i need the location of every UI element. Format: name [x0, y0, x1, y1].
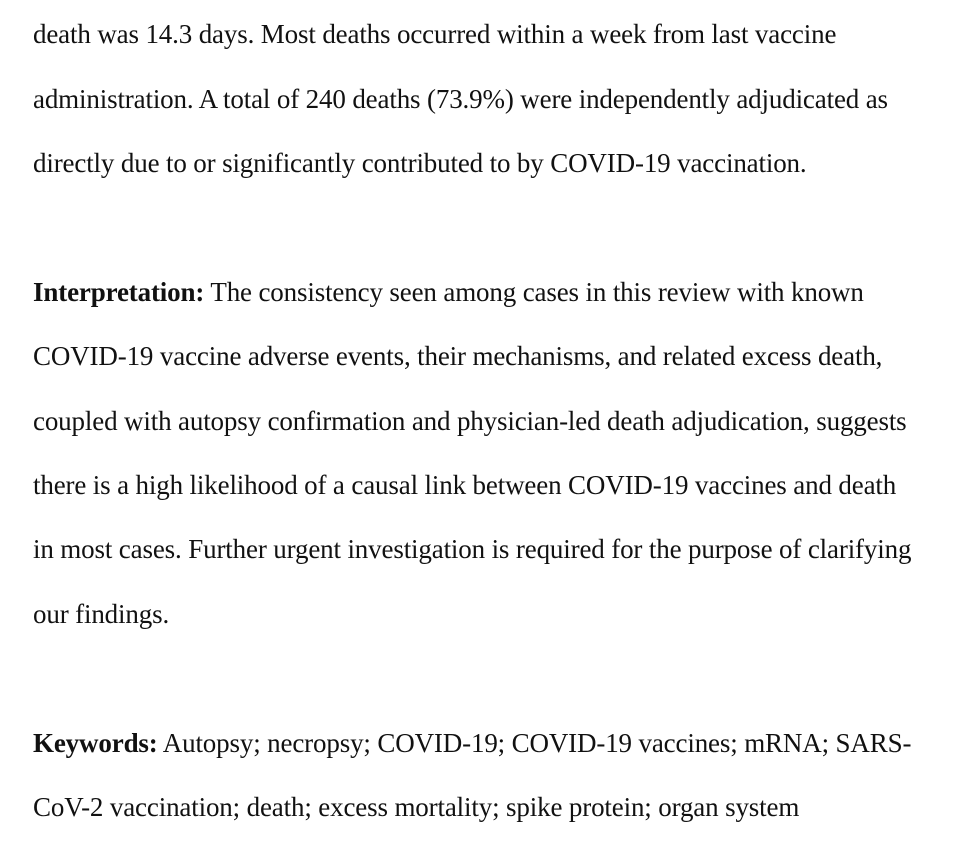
interpretation-line-3: coupled with autopsy confirmation and physician-led death adjudication, suggests: [33, 406, 907, 436]
keywords-line-1: [33, 727, 911, 759]
interpretation-label: Interpretation:: [33, 277, 205, 307]
results-line-3: directly due to or significantly contributed to by COVID-19 vaccination.: [33, 148, 807, 178]
results-line-1: death was 14.3 days. Most deaths occurred within a week from last vaccine: [33, 19, 837, 49]
interpretation-line-2: COVID-19 vaccine adverse events, their mechanisms, and related excess death,: [33, 341, 883, 371]
interpretation-line-5: in most cases. Further urgent investigation is required for the purpose of clarifying: [33, 534, 912, 564]
interpretation-line-6: our findings.: [33, 599, 170, 629]
interpretation-line-1-text: The consistency seen among cases in this review with known: [204, 277, 864, 307]
interpretation-line-4: there is a high likelihood of a causal link between COVID-19 vaccines and death: [33, 470, 897, 500]
keywords-label: Keywords:: [33, 728, 158, 758]
interpretation-line-1: [33, 276, 864, 308]
results-line-2: administration. A total of 240 deaths (73.9%) were independently adjudicated as: [33, 84, 888, 114]
keywords-line-1-text: Autopsy; necropsy; COVID-19; COVID-19 vaccines; mRNA; SARS-: [157, 728, 912, 758]
keywords-line-2: CoV-2 vaccination; death; excess mortality; spike protein; organ system: [33, 792, 800, 822]
